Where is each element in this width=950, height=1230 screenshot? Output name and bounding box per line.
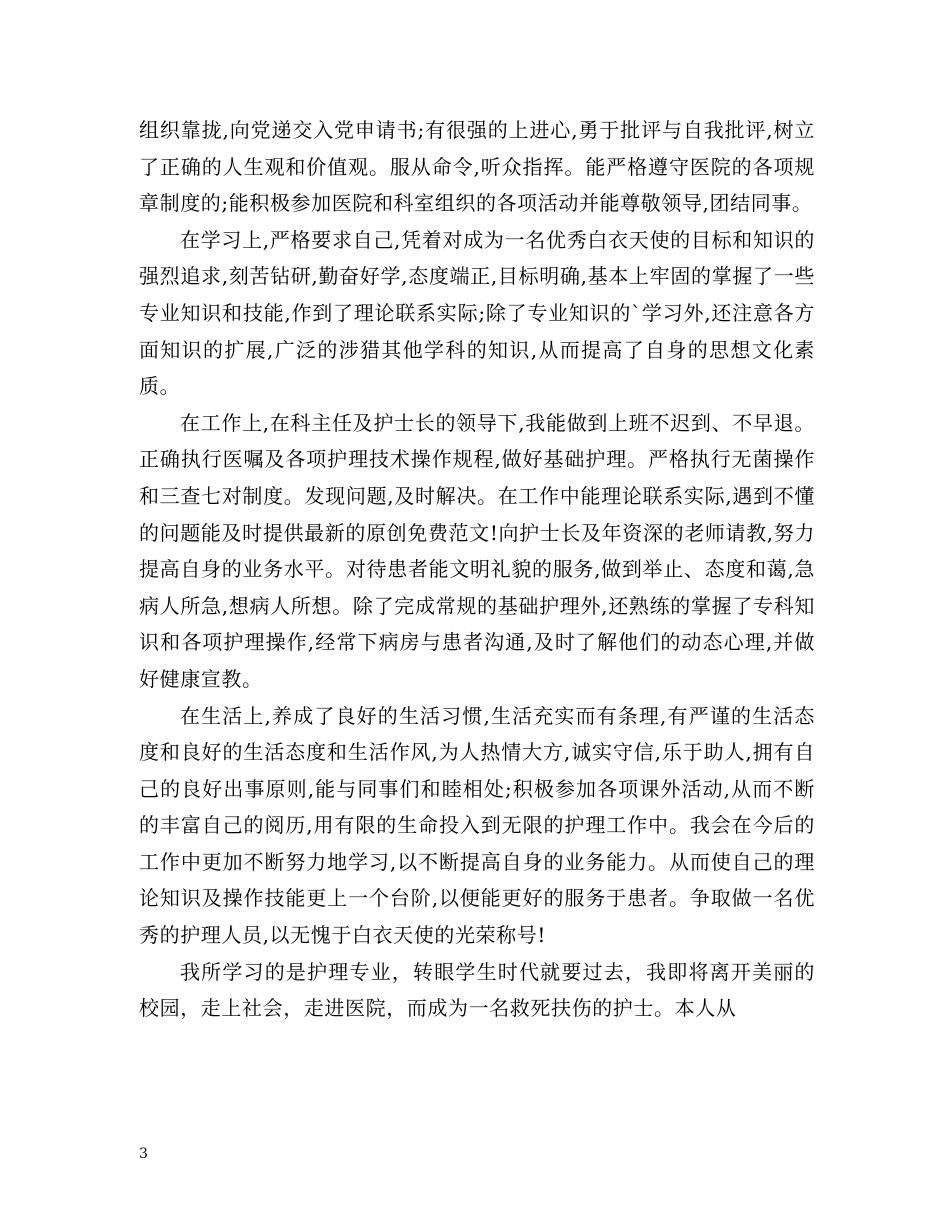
paragraph-nursing-major: 我所学习的是护理专业，转眼学生时代就要过去，我即将离开美丽的校园，走上社会，走进医院，而成为一名救死扶伤的护士。本人从 [139, 959, 815, 1021]
paragraph-study: 在学习上,严格要求自己,凭着对成为一名优秀白衣天使的目标和知识的强烈追求,刻苦钻研,勤奋好学,态度端正,目标明确,基本上牢固的掌握了一些专业知识和技能,作到了理论联系实际;除了专业知识的`学习外,还注意各方面知识的扩展,广泛的涉猎其他学科的知识,从而提高了自身的思想文化素质。 [139, 227, 815, 399]
paragraph-party-and-discipline: 组织靠拢,向党递交入党申请书;有很强的上进心,勇于批评与自我批评,树立了正确的人生观和价值观。服从命令,听众指挥。能严格遵守医院的各项规章制度的;能积极参加医院和科室组织的各项活动并能尊敬领导,团结同事。 [139, 118, 815, 216]
document-body [139, 112, 815, 1027]
paragraph-life: 在生活上,养成了良好的生活习惯,生活充实而有条理,有严谨的生活态度和良好的生活态度和生活作风,为人热情大方,诚实守信,乐于助人,拥有自己的良好出事原则,能与同事们和睦相处;积极参加各项课外活动,从而不断的丰富自己的阅历,用有限的生命投入到无限的护理工作中。我会在今后的工作中更加不断努力地学习,以不断提高自身的业务能力。从而使自己的理论知识及操作技能更上一个台阶,以便能更好的服务于患者。争取做一名优秀的护理人员,以无愧于白衣天使的光荣称号! [139, 703, 815, 948]
paragraph-work: 在工作上,在科主任及护士长的领导下,我能做到上班不迟到、不早退。正确执行医嘱及各项护理技术操作规程,做好基础护理。严格执行无菌操作和三查七对制度。发现问题,及时解决。在工作中能理论联系实际,遇到不懂的问题能及时提供最新的原创免费范文!向护士长及年资深的老师请教,努力提高自身的业务水平。对待患者能文明礼貌的服务,做到举止、态度和蔼,急病人所急,想病人所想。除了完成常规的基础护理外,还熟练的掌握了专科知识和各项护理操作,经常下病房与患者沟通,及时了解他们的动态心理,并做好健康宣教。 [139, 410, 815, 691]
page-number: 3 [139, 1146, 148, 1162]
